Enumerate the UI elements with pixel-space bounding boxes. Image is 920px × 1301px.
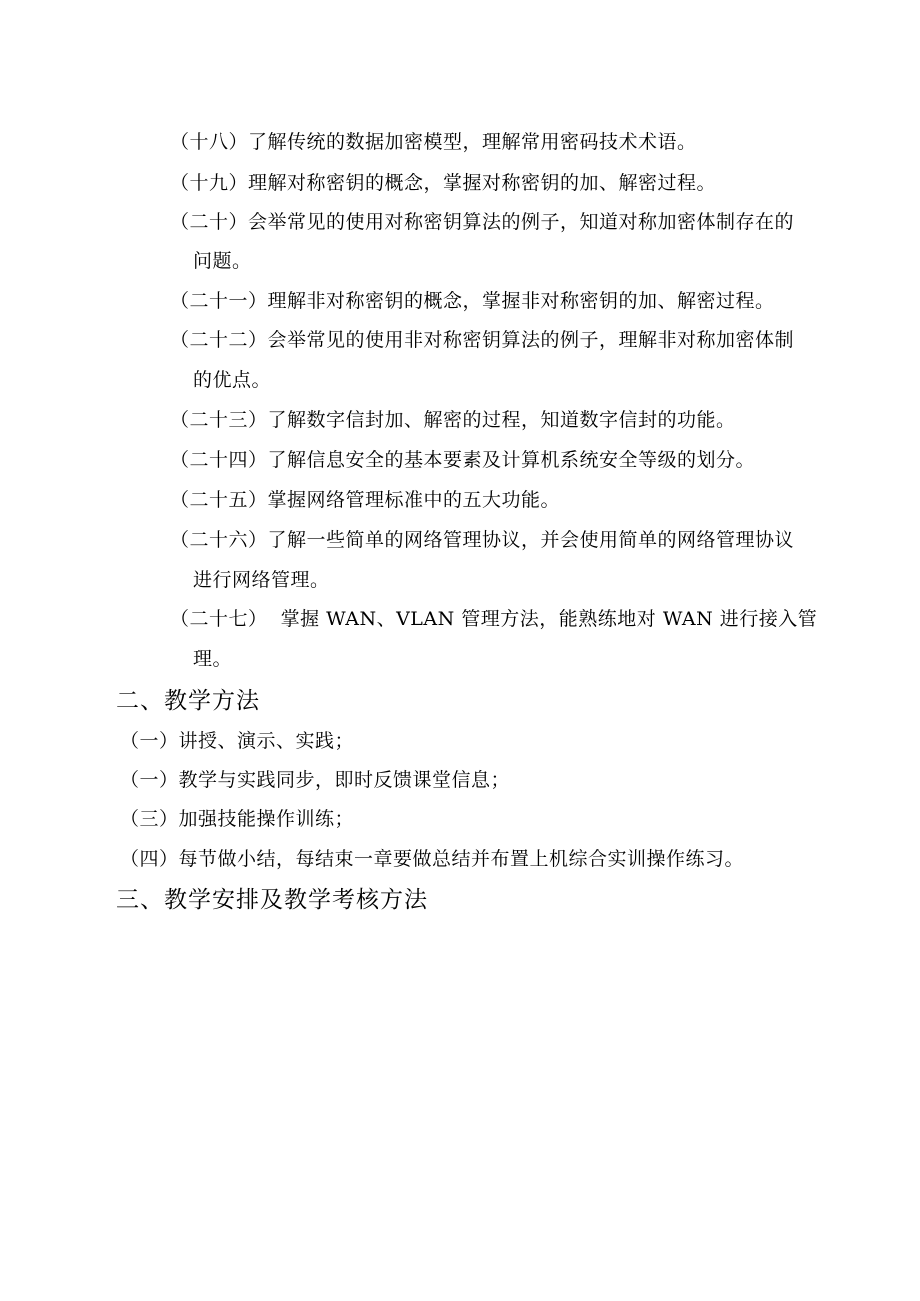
- item-label: （四）: [120, 848, 179, 870]
- objective-item: [170, 528, 794, 552]
- item-text: 讲授、演示、实践；: [178, 730, 355, 752]
- method-item: [120, 768, 510, 792]
- item-label: （二十四）: [170, 449, 268, 471]
- item-text: 了解信息安全的基本要素及计算机系统安全等级的划分。: [267, 449, 756, 471]
- item-label: （二十七）: [170, 608, 268, 630]
- objective-item-continuation: 进行网络管理。: [193, 569, 330, 591]
- objective-item: [170, 488, 560, 512]
- objective-item: [170, 448, 755, 472]
- objective-item: [170, 289, 775, 313]
- item-text: 掌握网络管理标准中的五大功能。: [267, 489, 561, 511]
- item-text: 掌握 WAN、VLAN 管理方法，能熟练地对 WAN 进行接入管: [267, 608, 818, 630]
- objective-item: [170, 408, 736, 432]
- item-text: 了解一些简单的网络管理协议，并会使用简单的网络管理协议: [267, 529, 795, 551]
- item-text: 了解数字信封加、解密的过程，知道数字信封的功能。: [267, 409, 736, 431]
- item-label: （十八）: [170, 131, 249, 153]
- item-label: （一）: [120, 730, 179, 752]
- objective-item-continuation: 的优点。: [193, 369, 272, 391]
- item-label: （三）: [120, 808, 179, 830]
- method-item: [120, 729, 354, 753]
- objective-item-continuation: 理。: [193, 648, 233, 670]
- item-text: 理解对称密钥的概念，掌握对称密钥的加、解密过程。: [248, 172, 717, 194]
- item-text: 会举常见的使用非对称密钥算法的例子，理解非对称加密体制: [267, 329, 795, 351]
- objective-item-continuation: 问题。: [193, 250, 252, 272]
- item-label: （一）: [120, 769, 179, 791]
- item-text: 加强技能操作训练；: [178, 808, 355, 830]
- item-text: 每节做小结，每结束一章要做总结并布置上机综合实训操作练习。: [178, 848, 745, 870]
- method-item: [120, 807, 354, 831]
- objective-item: [170, 328, 794, 352]
- item-text: 理解非对称密钥的概念，掌握非对称密钥的加、解密过程。: [267, 290, 775, 312]
- section-heading: 三、教学安排及教学考核方法: [116, 887, 428, 913]
- item-text: 会举常见的使用对称密钥算法的例子，知道对称加密体制存在的: [248, 211, 795, 233]
- objective-item: [170, 171, 716, 195]
- section-heading: 二、教学方法: [116, 688, 260, 714]
- objective-item: [170, 130, 697, 154]
- item-label: （二十）: [170, 211, 249, 233]
- item-label: （二十二）: [170, 329, 268, 351]
- item-label: （二十六）: [170, 529, 268, 551]
- objective-item: [170, 607, 817, 631]
- item-text: 了解传统的数据加密模型，理解常用密码技术术语。: [248, 131, 697, 153]
- item-label: （二十五）: [170, 489, 268, 511]
- item-text: 教学与实践同步，即时反馈课堂信息；: [178, 769, 511, 791]
- method-item: [120, 847, 744, 871]
- objective-item: [170, 210, 794, 234]
- item-label: （十九）: [170, 172, 249, 194]
- item-label: （二十三）: [170, 409, 268, 431]
- item-label: （二十一）: [170, 290, 268, 312]
